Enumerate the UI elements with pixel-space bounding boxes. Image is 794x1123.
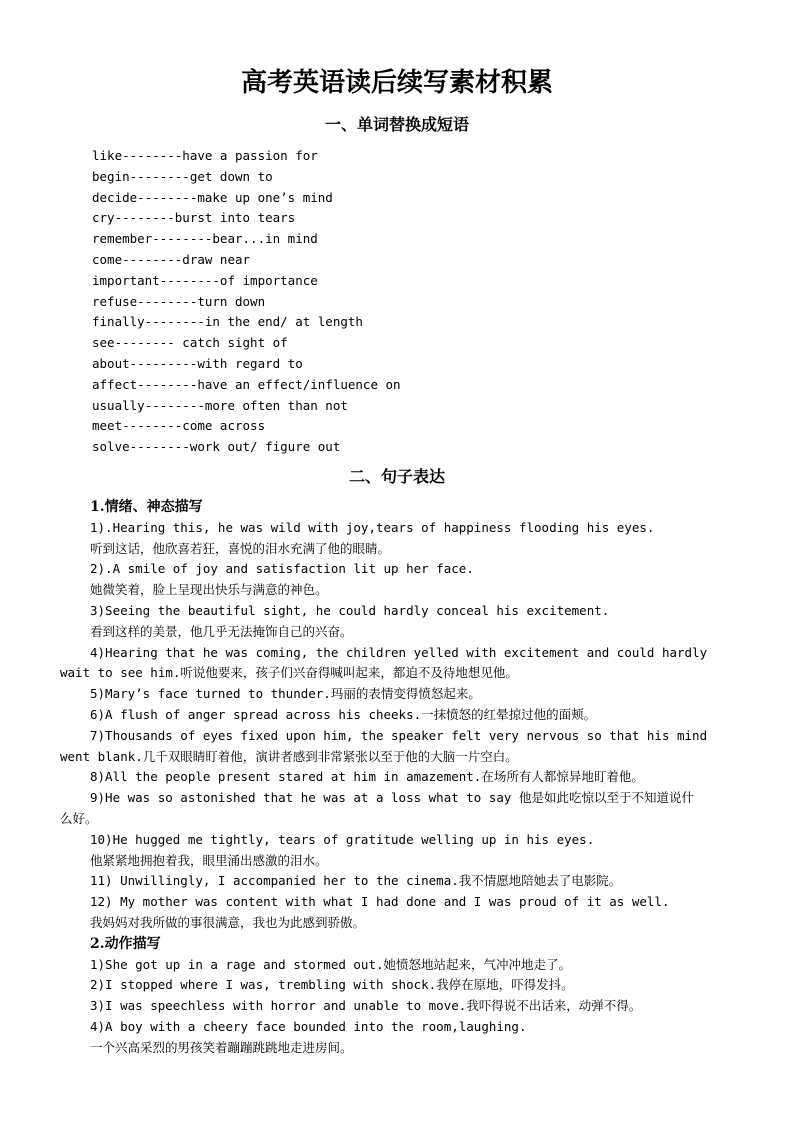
- vocab-item: begin--------get down to: [92, 168, 273, 184]
- sentence-en: 10)He hugged me tightly, tears of gratitude welling up in his eyes.: [90, 831, 595, 847]
- sentence-en: 12) My mother was content with what I had done and I was proud of it as well.: [90, 894, 670, 910]
- sentence-en: 5)Mary’s face turned to thunder.玛丽的表情变得愤怒起来。: [90, 686, 481, 702]
- vocab-item: like--------have a passion for: [92, 148, 318, 163]
- sentence-en: 7)Thousands of eyes fixed upon him, the speaker felt very nervous so that his mind: [90, 727, 708, 743]
- sentence-section: [60, 497, 740, 1059]
- vocab-item: important--------of importance: [92, 272, 318, 288]
- vocab-item: come--------draw near: [92, 251, 251, 267]
- sentence-en: 3)Seeing the beautiful sight, he could hardly conceal his excitement.: [90, 602, 610, 618]
- document-title: 高考英语读后续写素材积累: [240, 68, 553, 98]
- sentence-en: went blank.几千双眼睛盯着他，演讲者感到非常紧张以至于他的大脑一片空白。: [60, 748, 518, 764]
- sentence-en: wait to see him.听说他要来，孩子们兴奋得喊叫起来，都迫不及待地想见他。: [60, 665, 518, 681]
- vocab-item: affect--------have an effect/influence on: [92, 376, 401, 392]
- sentence-en: 11) Unwillingly, I accompanied her to the cinema.我不情愿地陪她去了电影院。: [90, 873, 622, 889]
- vocab-item: about---------with regard to: [92, 355, 303, 371]
- vocab-item: decide--------make up one’s mind: [92, 189, 333, 205]
- sentence-zh: 她微笑着，脸上呈现出快乐与满意的神色。: [90, 582, 328, 598]
- section2-heading: 二、句子表达: [348, 467, 445, 486]
- vocab-item: solve--------work out/ figure out: [92, 439, 341, 455]
- sentence-en: 6)A flush of anger spread across his cheeks.一抹愤怒的红晕掠过他的面颊。: [90, 706, 597, 722]
- vocab-item: refuse--------turn down: [92, 293, 266, 309]
- sentence-zh: 听到这话，他欣喜若狂，喜悦的泪水充满了他的眼睛。: [90, 540, 391, 556]
- sentence-en: 1)She got up in a rage and stormed out.她愤怒地站起来，气冲冲地走了。: [90, 956, 572, 972]
- sentence-en: 4)A boy with a cheery face bounded into the room,laughing.: [90, 1018, 527, 1034]
- vocab-item: meet--------come across: [92, 418, 266, 434]
- sentence-zh: 么好。: [60, 810, 98, 826]
- vocab-list: [92, 146, 401, 458]
- section1-heading: 一、单词替换成短语: [324, 115, 469, 134]
- sentence-en: 3)I was speechless with horror and unable to move.我吓得说不出话来，动弹不得。: [90, 998, 642, 1014]
- sentence-en: 2).A smile of joy and satisfaction lit up her face.: [90, 561, 474, 577]
- vocab-item: see-------- catch sight of: [92, 335, 288, 351]
- sentence-en: 2)I stopped where I was, trembling with shock.我停在原地，吓得发抖。: [90, 977, 574, 993]
- subheading-action: 2.动作描写: [90, 935, 161, 952]
- subheading-emotion: 1.情绪、神态描写: [90, 499, 203, 515]
- vocab-item: usually--------more often than not: [92, 397, 348, 413]
- sentence-en: 8)All the people present stared at him in amazement.在场所有人都惊异地盯着他。: [90, 769, 644, 785]
- vocab-item: cry--------burst into tears: [92, 210, 296, 226]
- vocab-item: finally--------in the end/ at length: [92, 314, 363, 330]
- sentence-en: 1).Hearing this, he was wild with joy,tears of happiness flooding his eyes.: [90, 519, 655, 535]
- sentence-zh: 看到这样的美景，他几乎无法掩饰自己的兴奋。: [90, 623, 353, 639]
- sentence-zh: 一个兴高采烈的男孩笑着蹦蹦跳跳地走进房间。: [90, 1039, 353, 1055]
- sentence-en: 4)Hearing that he was coming, the children yelled with excitement and could hardly: [90, 644, 708, 660]
- sentence-zh: 他紧紧地拥抱着我，眼里涌出感激的泪水。: [90, 852, 328, 868]
- vocab-item: remember--------bear...in mind: [92, 231, 318, 247]
- sentence-en: 9)He was so astonished that he was at a loss what to say 他是如此吃惊以至于不知道说什: [90, 790, 694, 806]
- sentence-zh: 我妈妈对我所做的事很满意，我也为此感到骄傲。: [90, 914, 366, 930]
